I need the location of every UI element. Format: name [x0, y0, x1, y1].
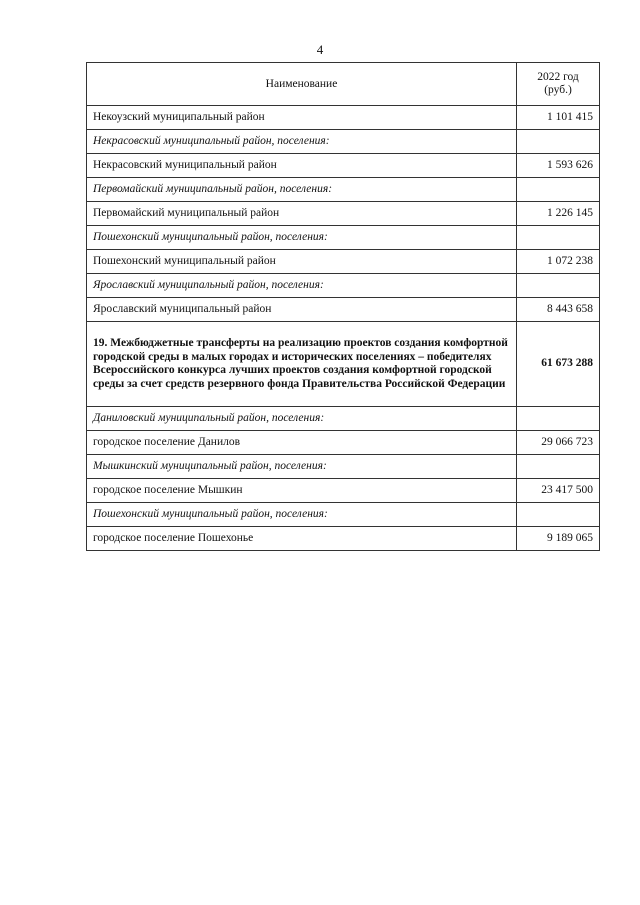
column-header-year-label: 2022 год [537, 71, 579, 83]
section-row [87, 322, 600, 407]
row-name: Некрасовский муниципальный район [87, 154, 517, 178]
table-row [87, 106, 600, 130]
row-name: Пошехонский муниципальный район, поселения: [87, 226, 517, 250]
row-name: Ярославский муниципальный район [87, 298, 517, 322]
row-value [517, 407, 600, 431]
row-value [517, 274, 600, 298]
row-value: 1 226 145 [517, 202, 600, 226]
table-row [87, 178, 600, 202]
table-row [87, 274, 600, 298]
row-value: 1 593 626 [517, 154, 600, 178]
column-header-unit: (руб.) [544, 84, 572, 96]
row-name: Пошехонский муниципальный район [87, 250, 517, 274]
row-value [517, 455, 600, 479]
row-value [517, 503, 600, 527]
row-name: Некоузский муниципальный район [87, 106, 517, 130]
table-row [87, 298, 600, 322]
row-name: Первомайский муниципальный район, поселения: [87, 178, 517, 202]
table-row [87, 503, 600, 527]
table-row [87, 154, 600, 178]
row-name: Некрасовский муниципальный район, поселения: [87, 130, 517, 154]
table-row [87, 250, 600, 274]
table-row [87, 407, 600, 431]
row-name: Первомайский муниципальный район [87, 202, 517, 226]
row-name: Мышкинский муниципальный район, поселения: [87, 455, 517, 479]
table-row [87, 226, 600, 250]
column-header-year [517, 63, 600, 106]
budget-table [86, 62, 600, 551]
row-value [517, 130, 600, 154]
column-header-name: Наименование [87, 63, 517, 106]
row-value: 23 417 500 [517, 479, 600, 503]
row-name: городское поселение Пошехонье [87, 527, 517, 551]
row-name: Даниловский муниципальный район, поселения: [87, 407, 517, 431]
table-row [87, 431, 600, 455]
row-value: 1 072 238 [517, 250, 600, 274]
section-total: 61 673 288 [517, 322, 600, 407]
row-value: 9 189 065 [517, 527, 600, 551]
row-value [517, 226, 600, 250]
row-name: Пошехонский муниципальный район, поселения: [87, 503, 517, 527]
table-row [87, 202, 600, 226]
row-value [517, 178, 600, 202]
table-row [87, 527, 600, 551]
row-value: 1 101 415 [517, 106, 600, 130]
row-name: городское поселение Мышкин [87, 479, 517, 503]
table-header-row [87, 63, 600, 106]
table-row [87, 455, 600, 479]
page-number: 4 [316, 42, 324, 57]
row-name: городское поселение Данилов [87, 431, 517, 455]
row-name: Ярославский муниципальный район, поселения: [87, 274, 517, 298]
section-title: 19. Межбюджетные трансферты на реализацию проектов создания комфортной городской среды в малых городах и исторических поселениях – победителях Всероссийского конкурса лучших проектов создания комфортной городской среды за счет средств резервного фонда Правительства Российской Федерации [87, 322, 517, 407]
table-row [87, 130, 600, 154]
table-row [87, 479, 600, 503]
row-value: 8 443 658 [517, 298, 600, 322]
row-value: 29 066 723 [517, 431, 600, 455]
